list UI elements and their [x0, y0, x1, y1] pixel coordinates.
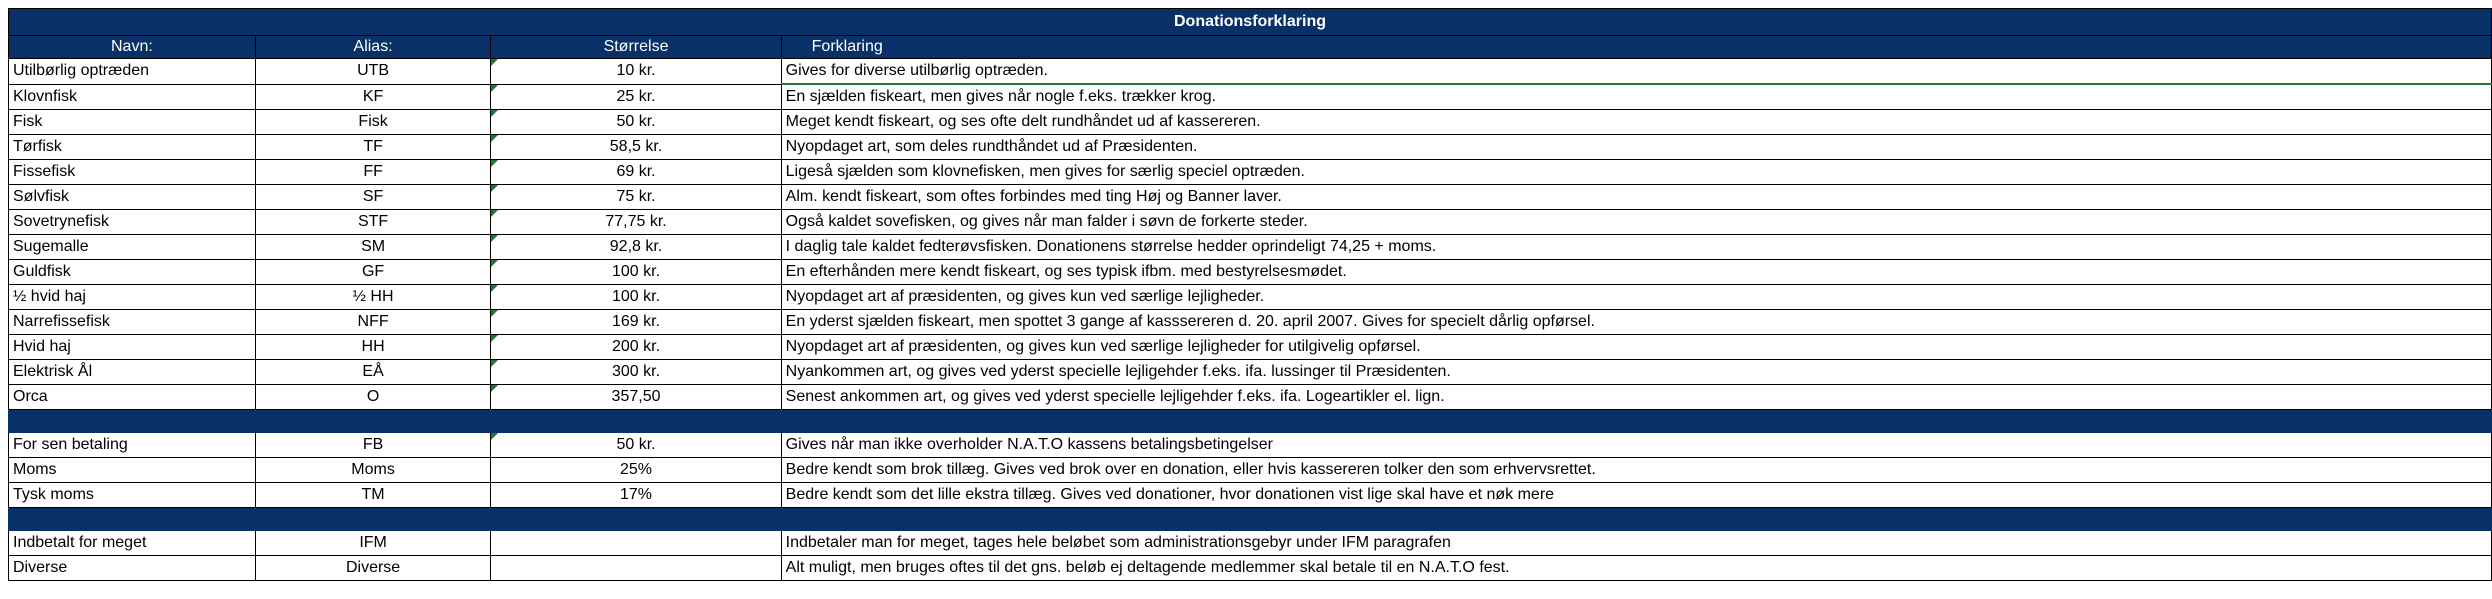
cell-size[interactable]: 25% [491, 458, 781, 483]
cell-size[interactable]: 200 kr. [491, 335, 781, 360]
separator-cell [9, 508, 2492, 531]
cell-explanation[interactable]: I daglig tale kaldet fedterøvsfisken. Donationens størrelse hedder oprindeligt 74,25 + moms. [781, 235, 2491, 260]
table-row [9, 160, 2492, 185]
cell-name[interactable]: Sugemalle [9, 235, 256, 260]
table-row [9, 556, 2492, 581]
table-row [9, 310, 2492, 335]
cell-name[interactable]: Sølvfisk [9, 185, 256, 210]
section-separator [9, 410, 2492, 433]
cell-explanation[interactable]: En sjælden fiskeart, men gives når nogle f.eks. trækker krog. [781, 84, 2491, 110]
cell-size[interactable]: 17% [491, 483, 781, 508]
cell-size[interactable]: 357,50 [491, 385, 781, 410]
cell-explanation[interactable]: Gives når man ikke overholder N.A.T.O kassens betalingsbetingelser [781, 433, 2491, 458]
cell-explanation[interactable]: Nyopdaget art af præsidenten, og gives kun ved særlige lejligheder. [781, 285, 2491, 310]
cell-alias[interactable]: GF [255, 260, 491, 285]
cell-explanation[interactable]: Alm. kendt fiskeart, som oftes forbindes med ting Høj og Banner laver. [781, 185, 2491, 210]
sheet-title[interactable]: Donationsforklaring [9, 9, 2492, 36]
donation-table [8, 8, 2492, 581]
cell-alias[interactable]: Diverse [255, 556, 491, 581]
cell-alias[interactable]: Moms [255, 458, 491, 483]
cell-size[interactable]: 50 kr. [491, 433, 781, 458]
cell-alias[interactable]: Fisk [255, 110, 491, 135]
header-row [9, 36, 2492, 59]
table-row [9, 385, 2492, 410]
table-row [9, 235, 2492, 260]
cell-alias[interactable]: HH [255, 335, 491, 360]
cell-alias[interactable]: KF [255, 84, 491, 110]
cell-alias[interactable]: IFM [255, 531, 491, 556]
cell-name[interactable]: Diverse [9, 556, 256, 581]
cell-alias[interactable]: NFF [255, 310, 491, 335]
cell-alias[interactable]: EÅ [255, 360, 491, 385]
cell-name[interactable]: Tysk moms [9, 483, 256, 508]
cell-size[interactable]: 58,5 kr. [491, 135, 781, 160]
cell-name[interactable]: Sovetrynefisk [9, 210, 256, 235]
cell-explanation[interactable]: Alt muligt, men bruges oftes til det gns. beløb ej deltagende medlemmer skal betale til en N.A.T.O fest. [781, 556, 2491, 581]
cell-alias[interactable]: TF [255, 135, 491, 160]
table-row [9, 84, 2492, 110]
table-row [9, 135, 2492, 160]
cell-alias[interactable]: UTB [255, 59, 491, 85]
table-row [9, 59, 2492, 85]
table-row [9, 210, 2492, 235]
table-row [9, 360, 2492, 385]
cell-alias[interactable]: SM [255, 235, 491, 260]
cell-size[interactable]: 169 kr. [491, 310, 781, 335]
cell-alias[interactable]: STF [255, 210, 491, 235]
cell-alias[interactable]: O [255, 385, 491, 410]
section-separator [9, 508, 2492, 531]
cell-alias[interactable]: TM [255, 483, 491, 508]
cell-explanation[interactable]: Indbetaler man for meget, tages hele beløbet som administrationsgebyr under IFM paragrafen [781, 531, 2491, 556]
table-row [9, 458, 2492, 483]
cell-name[interactable]: Narrefissefisk [9, 310, 256, 335]
header-explanation[interactable]: Forklaring [781, 36, 2491, 59]
cell-name[interactable]: Moms [9, 458, 256, 483]
cell-explanation[interactable]: Ligeså sjælden som klovnefisken, men gives for særlig speciel optræden. [781, 160, 2491, 185]
cell-size[interactable]: 300 kr. [491, 360, 781, 385]
header-name[interactable]: Navn: [9, 36, 256, 59]
cell-size[interactable] [491, 531, 781, 556]
cell-name[interactable]: Indbetalt for meget [9, 531, 256, 556]
cell-explanation[interactable]: Også kaldet sovefisken, og gives når man falder i søvn de forkerte steder. [781, 210, 2491, 235]
cell-name[interactable]: Klovnfisk [9, 84, 256, 110]
title-row [9, 9, 2492, 36]
cell-size[interactable]: 25 kr. [491, 84, 781, 110]
cell-alias[interactable]: FB [255, 433, 491, 458]
cell-explanation[interactable]: En efterhånden mere kendt fiskeart, og ses typisk ifbm. med bestyrelsesmødet. [781, 260, 2491, 285]
cell-name[interactable]: Fissefisk [9, 160, 256, 185]
cell-explanation[interactable]: Meget kendt fiskeart, og ses ofte delt rundhåndet ud af kassereren. [781, 110, 2491, 135]
table-row [9, 260, 2492, 285]
cell-explanation[interactable]: En yderst sjælden fiskeart, men spottet 3 gange af kasssereren d. 20. april 2007. Gives for specielt dårlig opførsel. [781, 310, 2491, 335]
cell-explanation[interactable]: Nyopdaget art, som deles rundthåndet ud af Præsidenten. [781, 135, 2491, 160]
cell-name[interactable]: For sen betaling [9, 433, 256, 458]
cell-explanation[interactable]: Nyopdaget art af præsidenten, og gives kun ved særlige lejligheder for utilgivelig opførsel. [781, 335, 2491, 360]
table-row [9, 433, 2492, 458]
cell-explanation[interactable]: Bedre kendt som det lille ekstra tillæg. Gives ved donationer, hvor donationen vist lige skal have et nøk mere [781, 483, 2491, 508]
cell-explanation[interactable]: Nyankommen art, og gives ved yderst specielle lejligehder f.eks. ifa. lussinger til Præsidenten. [781, 360, 2491, 385]
cell-alias[interactable]: SF [255, 185, 491, 210]
cell-size[interactable]: 77,75 kr. [491, 210, 781, 235]
cell-size[interactable]: 69 kr. [491, 160, 781, 185]
cell-size[interactable]: 100 kr. [491, 285, 781, 310]
cell-name[interactable]: Elektrisk Ål [9, 360, 256, 385]
cell-size[interactable]: 92,8 kr. [491, 235, 781, 260]
cell-size[interactable]: 10 kr. [491, 59, 781, 85]
cell-size[interactable]: 75 kr. [491, 185, 781, 210]
cell-size[interactable] [491, 556, 781, 581]
header-size[interactable]: Størrelse [491, 36, 781, 59]
cell-name[interactable]: ½ hvid haj [9, 285, 256, 310]
table-row [9, 335, 2492, 360]
cell-name[interactable]: Fisk [9, 110, 256, 135]
cell-size[interactable]: 100 kr. [491, 260, 781, 285]
cell-name[interactable]: Hvid haj [9, 335, 256, 360]
cell-name[interactable]: Orca [9, 385, 256, 410]
separator-cell [9, 410, 2492, 433]
table-row [9, 185, 2492, 210]
cell-size[interactable]: 50 kr. [491, 110, 781, 135]
table-row [9, 531, 2492, 556]
cell-explanation[interactable]: Gives for diverse utilbørlig optræden. [781, 59, 2491, 85]
cell-explanation[interactable]: Senest ankommen art, og gives ved yderst specielle lejligehder f.eks. ifa. Logeartikler el. lign. [781, 385, 2491, 410]
table-row [9, 110, 2492, 135]
cell-name[interactable]: Guldfisk [9, 260, 256, 285]
table-row [9, 483, 2492, 508]
header-alias[interactable]: Alias: [255, 36, 491, 59]
cell-alias[interactable]: ½ HH [255, 285, 491, 310]
cell-name[interactable]: Utilbørlig optræden [9, 59, 256, 85]
cell-name[interactable]: Tørfisk [9, 135, 256, 160]
cell-alias[interactable]: FF [255, 160, 491, 185]
cell-explanation[interactable]: Bedre kendt som brok tillæg. Gives ved brok over en donation, eller hvis kassereren tolker den som erhvervsrettet. [781, 458, 2491, 483]
table-row [9, 285, 2492, 310]
